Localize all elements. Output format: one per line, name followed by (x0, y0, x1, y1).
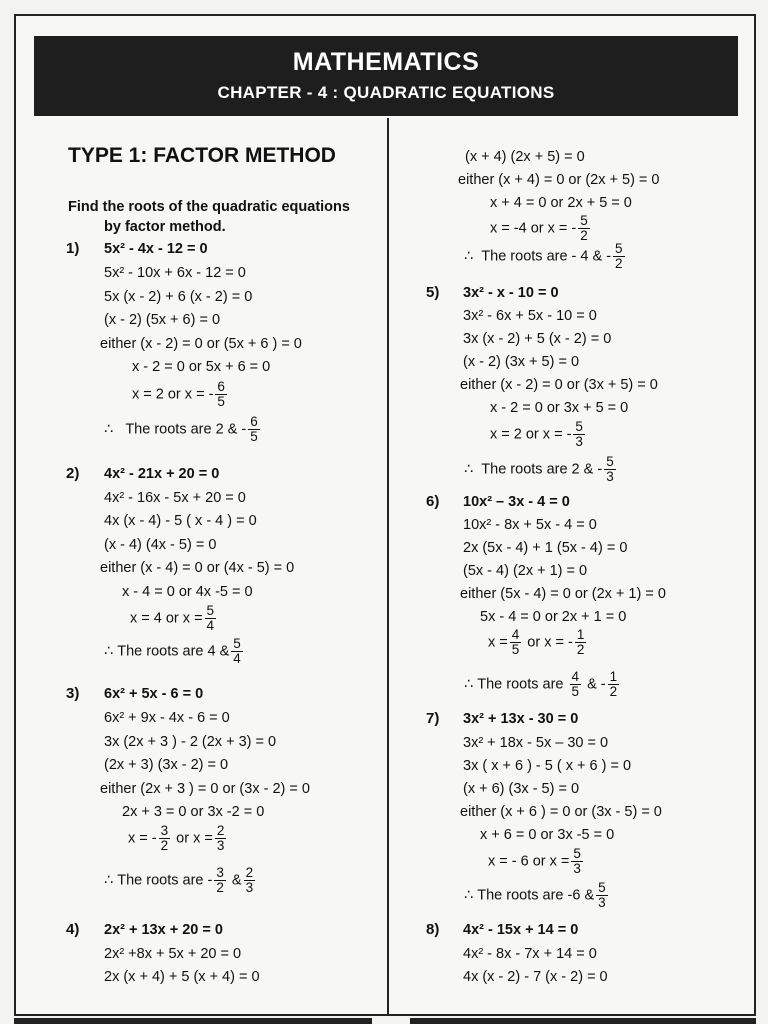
solution-step: 2x (5x - 4) + 1 (5x - 4) = 0 (463, 540, 628, 556)
solution-step: either (x + 4) = 0 or (2x + 5) = 0 (458, 172, 660, 188)
solution-step: 4x (x - 4) - 5 ( x - 4 ) = 0 (104, 513, 257, 529)
column-divider (387, 118, 389, 1016)
numerator: 2 (216, 823, 225, 838)
solution-step: 5x - 4 = 0 or 2x + 1 = 0 (480, 609, 627, 625)
denominator: 4 (206, 618, 215, 633)
header-title: MATHEMATICS (292, 48, 480, 76)
solution-step: 3x² - 6x + 5x - 10 = 0 (463, 308, 597, 324)
problem-number: 3) (66, 685, 80, 702)
roots-text: The roots are 2 & - (481, 461, 603, 478)
solution-step: (x - 2) (3x + 5) = 0 (463, 354, 580, 370)
numerator: 5 (598, 880, 606, 895)
solution-step: x - 2 = 0 or 3x + 5 = 0 (490, 400, 629, 416)
solution-step (488, 628, 588, 657)
solution-step (488, 847, 585, 876)
solution-step: 4x² - 8x - 7x + 14 = 0 (463, 946, 597, 962)
header-band (34, 36, 738, 116)
roots-statement (464, 670, 621, 699)
solution-step (490, 214, 592, 243)
therefore-symbol: ∴ (464, 676, 474, 693)
therefore-symbol: ∴ (104, 643, 114, 660)
solution-step (128, 824, 228, 853)
step-text: x = - (128, 830, 157, 847)
denominator: 5 (511, 642, 520, 657)
fraction (231, 637, 243, 666)
problem-number: 6) (426, 493, 440, 510)
problem-number: 2) (66, 465, 80, 482)
solution-step: 2x (x + 4) + 5 (x + 4) = 0 (104, 969, 260, 985)
fraction (214, 866, 226, 895)
problem-equation: 4x² - 21x + 20 = 0 (104, 466, 220, 482)
problem-number: 8) (426, 921, 440, 938)
instruction-line-1: Find the roots of the quadratic equations (68, 199, 350, 215)
denominator: 3 (245, 880, 254, 895)
solution-step: x + 6 = 0 or 3x -5 = 0 (480, 827, 615, 843)
roots-text: The roots are -6 & (477, 887, 595, 904)
solution-step: (x + 6) (3x - 5) = 0 (463, 781, 580, 797)
step-text: or x = (176, 830, 213, 847)
denominator: 3 (575, 434, 583, 449)
therefore-symbol: ∴ (104, 872, 114, 889)
denominator: 4 (233, 651, 241, 666)
fraction (596, 881, 608, 910)
denominator: 5 (250, 429, 258, 444)
solution-step: (2x + 3) (3x - 2) = 0 (104, 757, 229, 773)
solution-step: (x - 4) (4x - 5) = 0 (104, 537, 217, 553)
solution-step: 4x (x - 2) - 7 (x - 2) = 0 (463, 969, 608, 985)
instruction-line-2: by factor method. (104, 219, 226, 235)
solution-step: 2x² +8x + 5x + 20 = 0 (104, 946, 242, 962)
fraction (510, 628, 522, 657)
roots-text: The roots are (477, 676, 564, 693)
problem-equation: 6x² + 5x - 6 = 0 (104, 686, 204, 702)
solution-step: x - 4 = 0 or 4x -5 = 0 (122, 584, 253, 600)
fraction (215, 380, 227, 409)
numerator: 5 (580, 213, 588, 228)
step-text: or x = - (527, 634, 573, 651)
numerator: 1 (576, 627, 585, 642)
denominator: 2 (576, 642, 585, 657)
solution-step: x + 4 = 0 or 2x + 5 = 0 (490, 195, 632, 211)
step-text: x = (488, 634, 508, 651)
roots-statement (104, 415, 262, 444)
numerator: 5 (206, 603, 215, 618)
numerator: 5 (606, 454, 614, 469)
problem-equation: 3x² - x - 10 = 0 (463, 285, 559, 301)
numerator: 6 (217, 379, 225, 394)
solution-step: 6x² + 9x - 4x - 6 = 0 (104, 710, 230, 726)
denominator: 2 (615, 256, 623, 271)
ampersand: & (231, 872, 242, 889)
solution-step: 5x² - 10x + 6x - 12 = 0 (104, 265, 246, 281)
solution-step: either (2x + 3 ) = 0 or (3x - 2) = 0 (100, 781, 310, 797)
solution-step (490, 420, 587, 449)
solution-step: either (x - 2) = 0 or (5x + 6 ) = 0 (100, 336, 302, 352)
fraction (575, 628, 587, 657)
roots-statement (464, 455, 618, 484)
numerator: 3 (160, 823, 169, 838)
solution-step: 5x (x - 2) + 6 (x - 2) = 0 (104, 289, 253, 305)
denominator: 5 (571, 684, 580, 699)
denominator: 5 (217, 394, 225, 409)
solution-step: 3x (2x + 3 ) - 2 (2x + 3) = 0 (104, 734, 277, 750)
therefore-symbol: ∴ (464, 248, 474, 265)
solution-step (132, 380, 229, 409)
therefore-symbol: ∴ (464, 461, 474, 478)
problem-equation: 5x² - 4x - 12 = 0 (104, 241, 208, 257)
numerator: 1 (609, 669, 618, 684)
fraction (159, 824, 171, 853)
solution-step: either (x - 2) = 0 or (3x + 5) = 0 (460, 377, 658, 393)
step-text: x = -4 or x = - (490, 220, 577, 237)
solution-step: x - 2 = 0 or 5x + 6 = 0 (132, 359, 271, 375)
solution-step: either (x + 6 ) = 0 or (3x - 5) = 0 (460, 804, 662, 820)
section-title: TYPE 1: FACTOR METHOD (68, 144, 336, 167)
fraction (604, 455, 616, 484)
solution-step: 3x² + 18x - 5x – 30 = 0 (463, 735, 609, 751)
numerator: 4 (571, 669, 580, 684)
fraction (215, 824, 227, 853)
numerator: 5 (233, 636, 241, 651)
step-text: x = - 6 or x = (488, 853, 570, 870)
step-text: x = 4 or x = (130, 610, 203, 627)
fraction (571, 847, 583, 876)
solution-step: 4x² - 16x - 5x + 20 = 0 (104, 490, 246, 506)
roots-statement (464, 881, 610, 910)
numerator: 4 (511, 627, 520, 642)
solution-step (130, 604, 218, 633)
denominator: 3 (573, 861, 581, 876)
fraction (573, 420, 585, 449)
denominator: 3 (216, 838, 225, 853)
fraction (570, 670, 582, 699)
numerator: 6 (250, 414, 258, 429)
problem-number: 5) (426, 284, 440, 301)
fraction (613, 242, 625, 271)
bottom-bar-left (14, 1018, 372, 1024)
numerator: 5 (575, 419, 583, 434)
problem-equation: 4x² - 15x + 14 = 0 (463, 922, 579, 938)
numerator: 5 (573, 846, 581, 861)
solution-step: 10x² - 8x + 5x - 4 = 0 (463, 517, 597, 533)
fraction (608, 670, 620, 699)
problem-equation: 3x² + 13x - 30 = 0 (463, 711, 579, 727)
fraction (248, 415, 260, 444)
roots-statement (464, 242, 627, 271)
ampersand: & - (587, 676, 606, 693)
therefore-symbol: ∴ (464, 887, 474, 904)
problem-number: 4) (66, 921, 80, 938)
roots-text: The roots are - (117, 872, 213, 889)
problem-equation: 2x² + 13x + 20 = 0 (104, 922, 223, 938)
solution-step: (x - 2) (5x + 6) = 0 (104, 312, 221, 328)
roots-text: The roots are - 4 & - (481, 248, 612, 265)
problem-equation: 10x² – 3x - 4 = 0 (463, 494, 570, 510)
denominator: 2 (609, 684, 618, 699)
problem-number: 1) (66, 240, 80, 257)
denominator: 2 (580, 228, 588, 243)
denominator: 2 (160, 838, 169, 853)
header-subtitle: CHAPTER - 4 : QUADRATIC EQUATIONS (217, 83, 555, 102)
denominator: 2 (216, 880, 224, 895)
roots-text: The roots are 4 & (117, 643, 230, 660)
therefore-symbol: ∴ (104, 421, 114, 438)
solution-step: (5x - 4) (2x + 1) = 0 (463, 563, 588, 579)
fraction (578, 214, 590, 243)
denominator: 3 (598, 895, 606, 910)
solution-step: 2x + 3 = 0 or 3x -2 = 0 (122, 804, 265, 820)
denominator: 3 (606, 469, 614, 484)
problem-number: 7) (426, 710, 440, 727)
bottom-bar-right (410, 1018, 756, 1024)
numerator: 3 (216, 865, 224, 880)
solution-step: 3x (x - 2) + 5 (x - 2) = 0 (463, 331, 612, 347)
solution-step: either (5x - 4) = 0 or (2x + 1) = 0 (460, 586, 666, 602)
roots-statement (104, 866, 257, 895)
fraction (205, 604, 217, 633)
numerator: 2 (245, 865, 254, 880)
step-text: x = 2 or x = - (132, 386, 214, 403)
roots-statement (104, 637, 245, 666)
solution-step: (x + 4) (2x + 5) = 0 (465, 149, 585, 165)
fraction (244, 866, 256, 895)
step-text: x = 2 or x = - (490, 426, 572, 443)
roots-text: The roots are 2 & - (125, 421, 247, 438)
numerator: 5 (615, 241, 623, 256)
solution-step: 3x ( x + 6 ) - 5 ( x + 6 ) = 0 (463, 758, 632, 774)
solution-step: either (x - 4) = 0 or (4x - 5) = 0 (100, 560, 295, 576)
